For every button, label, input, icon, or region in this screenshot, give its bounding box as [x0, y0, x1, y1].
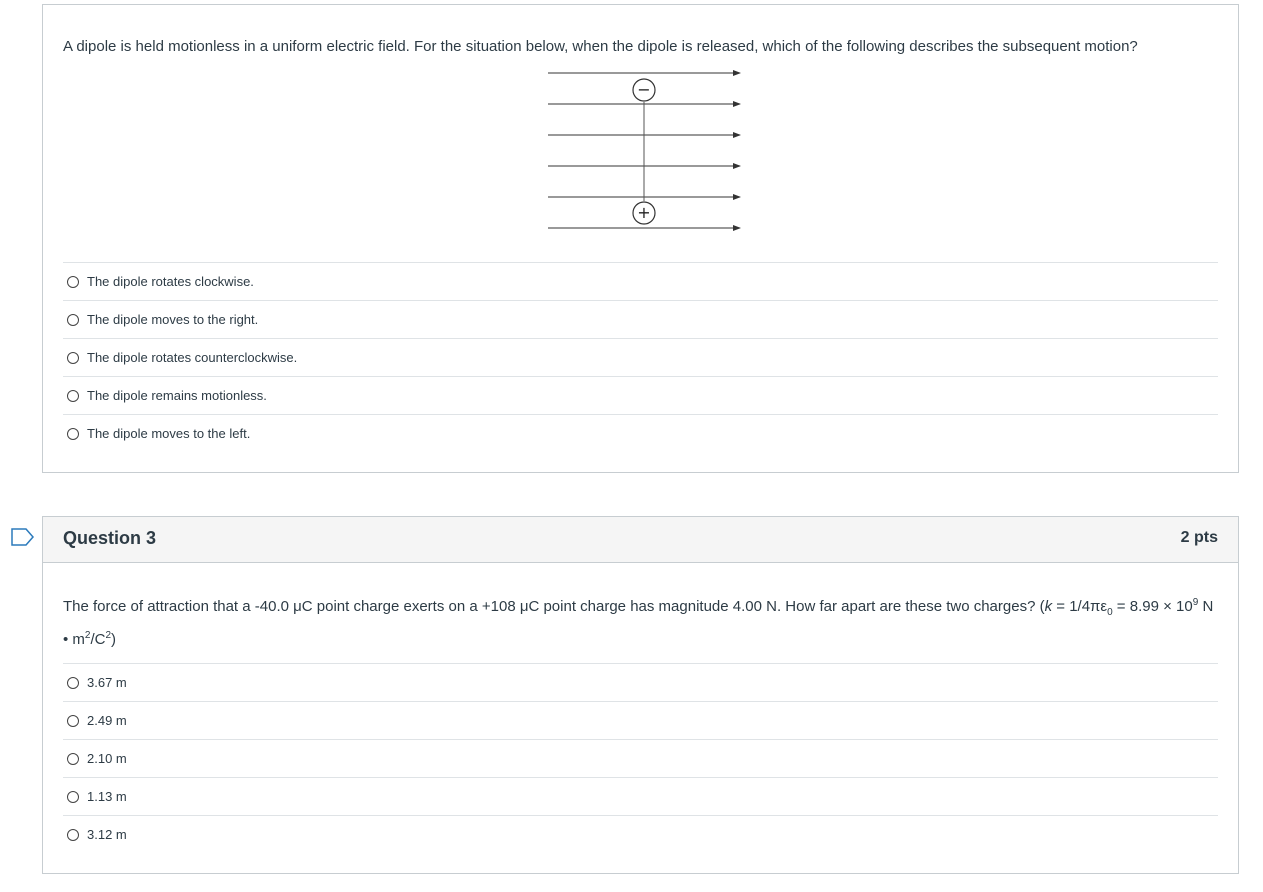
answer-option[interactable]: [63, 414, 1218, 452]
radio-button-icon[interactable]: [67, 715, 79, 727]
positive-charge-symbol: +: [637, 203, 651, 222]
question-text-part: = 1/4πε: [1052, 598, 1108, 615]
question-points: 2 pts: [1180, 529, 1218, 546]
exponent-two: 2: [84, 630, 91, 641]
answer-label: 2.10 m: [87, 751, 127, 766]
question-text-part: /C: [90, 631, 106, 648]
answer-label: The dipole remains motionless.: [87, 388, 267, 403]
question-text-part: ): [111, 631, 117, 648]
question-3-answers: [63, 663, 1218, 853]
answer-label: The dipole moves to the right.: [87, 312, 259, 327]
answer-label: The dipole rotates clockwise.: [87, 274, 254, 289]
answer-option[interactable]: [63, 701, 1218, 739]
subscript-zero: 0: [1107, 607, 1113, 618]
radio-button-icon[interactable]: [67, 791, 79, 803]
question-3-text: [63, 591, 1218, 651]
answer-option[interactable]: [63, 739, 1218, 777]
question-text-part: N • m: [63, 598, 1214, 648]
radio-button-icon[interactable]: [67, 677, 79, 689]
answer-option[interactable]: [63, 376, 1218, 414]
answer-label: 3.67 m: [87, 675, 127, 690]
radio-button-icon[interactable]: [67, 753, 79, 765]
negative-charge-symbol: −: [637, 80, 651, 99]
question-3-card: [42, 516, 1239, 874]
answer-label: 3.12 m: [87, 827, 127, 842]
radio-button-icon[interactable]: [67, 428, 79, 440]
exponent-nine: 9: [1192, 597, 1199, 608]
answer-label: 1.13 m: [87, 789, 127, 804]
answer-option[interactable]: [63, 338, 1218, 376]
answer-label: 2.49 m: [87, 713, 127, 728]
question-text-part: The force of attraction that a -40.0 μC point charge exerts on a +108 μC point charge has magnitude 4.00 N. How far apart are these two charges? (: [63, 598, 1045, 615]
answer-option[interactable]: [63, 300, 1218, 338]
question-3-header: [43, 517, 1238, 563]
answer-label: The dipole rotates counterclockwise.: [87, 350, 298, 365]
radio-button-icon[interactable]: [67, 352, 79, 364]
question-2-card: [42, 4, 1239, 473]
answer-option[interactable]: [63, 777, 1218, 815]
radio-button-icon[interactable]: [67, 829, 79, 841]
answer-option[interactable]: [63, 815, 1218, 853]
question-title: Question 3: [63, 528, 157, 548]
constant-k: k: [1044, 598, 1053, 615]
dipole-field-diagram: [548, 67, 748, 239]
answer-label: The dipole moves to the left.: [87, 426, 251, 441]
question-text-part: = 8.99 × 10: [1112, 598, 1193, 615]
answer-option[interactable]: [63, 262, 1218, 300]
answer-option[interactable]: [63, 663, 1218, 701]
exponent-two: 2: [105, 630, 112, 641]
question-2-text: A dipole is held motionless in a uniform electric field. For the situation below, when the dipole is released, which of the following describes the subsequent motion?: [63, 38, 1138, 55]
radio-button-icon[interactable]: [67, 314, 79, 326]
radio-button-icon[interactable]: [67, 390, 79, 402]
radio-button-icon[interactable]: [67, 276, 79, 288]
question-2-answers: [63, 262, 1218, 452]
flag-question-icon[interactable]: [11, 528, 35, 546]
